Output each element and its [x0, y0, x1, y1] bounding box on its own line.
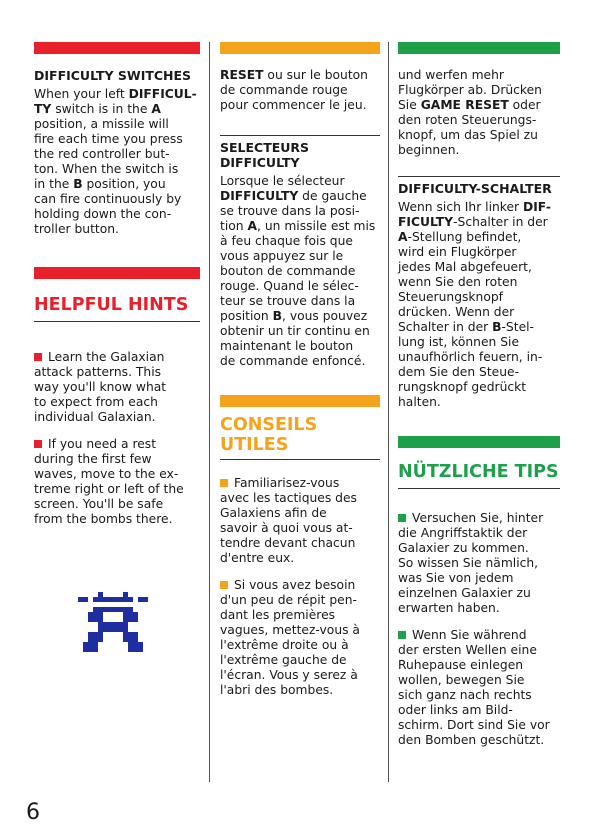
conseil-1-text: Familiarisez-vous avec les tactiques des Galaxiens afin de savoir à quoi vous at- tendre devant chacun d'entre eux. — [220, 476, 357, 565]
red-square-bullet-icon — [34, 440, 42, 448]
red-color-bar — [34, 267, 200, 279]
hint-2 — [34, 437, 200, 527]
hint-2-text: If you need a rest during the first few waves, move to the ex- treme right or left of the screen. You'll be safe from the bombs there. — [34, 437, 184, 526]
column-divider-1 — [209, 42, 210, 782]
tip-2 — [398, 628, 560, 748]
tip-2-text: Wenn Sie während der ersten Wellen eine Ruhepause einlegen wollen, bewegen Sie sich ganz nach rechts oder links am Bild- schirm. Dort sind Sie vor den Bomben geschützt. — [398, 628, 550, 747]
helpful-hints-heading: HELPFUL HINTS — [34, 295, 189, 315]
green-square-bullet-icon — [398, 514, 406, 522]
hint-1-text: Learn the Galaxian attack patterns. This way you'll know what to expect from each individual Galaxian. — [34, 350, 167, 424]
orange-color-bar — [220, 42, 380, 54]
german-column — [398, 42, 560, 760]
orange-square-bullet-icon — [220, 479, 228, 487]
difficulty-schalter-heading: DIFFICULTY-SCHALTER — [398, 181, 552, 196]
conseil-1 — [220, 476, 380, 566]
green-color-bar — [398, 436, 560, 448]
difficulty-switches-heading: DIFFICULTY SWITCHES — [34, 68, 192, 83]
red-square-bullet-icon — [34, 353, 42, 361]
tip-1 — [398, 511, 560, 616]
selecteurs-difficulty-text: Lorsque le sélecteur DIFFICULTY de gauche se trouve dans la posi- tion A, un missile est mis à feu chaque fois que vous appuyez sur le bouton de commande rouge. Quand le sélec- teur se trouve dans la position B, vous pouvez obtenir un tir continu en maintenant le bouton de commande enfoncé. — [220, 174, 376, 368]
page-number: 6 — [26, 800, 40, 825]
hint-1 — [34, 350, 200, 425]
galaxian-sprite-icon — [78, 592, 148, 652]
difficulty-switches-text: When your left DIFFICUL- TY switch is in the A position, a missile will fire each time you press the red controller but- ton. When the switch is in the B position, you can fire continuously by holding down the con- troller button. — [34, 87, 197, 236]
conseils-utiles-heading: CONSEILS UTILES — [220, 415, 318, 455]
nuetzliche-tips-heading: NÜTZLICHE TIPS — [398, 462, 559, 482]
english-column — [34, 42, 200, 539]
french-continued-text: RESET ou sur le bouton de commande rouge pour commencer le jeu. — [220, 68, 368, 112]
green-square-bullet-icon — [398, 631, 406, 639]
german-continued-text: und werfen mehr Flugkörper ab. Drücken Sie GAME RESET oder den roten Steuerungs- knopf, um das Spiel zu beginnen. — [398, 68, 542, 157]
red-color-bar — [34, 42, 200, 54]
french-column — [220, 42, 380, 710]
orange-square-bullet-icon — [220, 581, 228, 589]
column-divider-2 — [388, 42, 389, 782]
selecteurs-difficulty-heading: SELECTEURS DIFFICULTY — [220, 140, 310, 170]
green-color-bar — [398, 42, 560, 54]
difficulty-schalter-text: Wenn sich Ihr linker DIF- FICULTY-Schalter in der A-Stellung befindet, wird ein Flugkörper jedes Mal abgefeuert, wenn Sie den roten Steuerungsknopf drücken. Wenn der Schalter in der B-Stel- lung ist, können Sie unaufhörlich feuern, in- dem Sie den Steue- rungsknopf gedrückt halten. — [398, 200, 551, 409]
conseil-2-text: Si vous avez besoin d'un peu de répit pen- dant les premières vagues, mettez-vous à l'extrême droite ou à l'extrême gauche de l'écran. Vous y serez à l'abri des bombes. — [220, 578, 360, 697]
conseil-2 — [220, 578, 380, 698]
divider — [398, 176, 560, 177]
divider — [220, 135, 380, 136]
tip-1-text: Versuchen Sie, hinter die Angriffstaktik der Galaxier zu kommen. So wissen Sie nämlich, was Sie von jedem einzelnen Galaxier zu erwarten haben. — [398, 511, 544, 615]
orange-color-bar — [220, 395, 380, 407]
